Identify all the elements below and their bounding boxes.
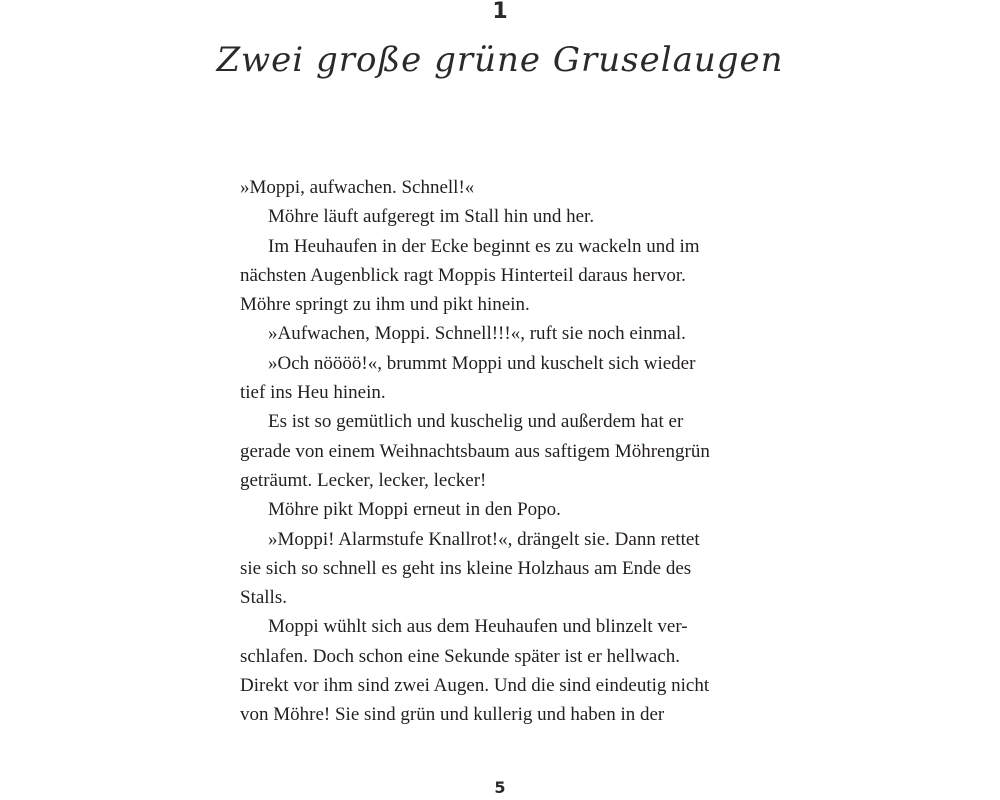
text-line: Möhre pikt Moppi erneut in den Popo. — [268, 499, 561, 521]
text-line: Moppi wühlt sich aus dem Heuhaufen und blinzelt ver- — [268, 616, 688, 638]
text-line: geträumt. Lecker, lecker, lecker! — [240, 469, 487, 491]
text-line: »Moppi, aufwachen. Schnell!« — [240, 177, 475, 198]
text-line: Möhre springt zu ihm und pikt hinein. — [240, 294, 530, 316]
text-line: sie sich so schnell es geht ins kleine Holzhaus am Ende des — [240, 557, 692, 579]
text-line: Stalls. — [240, 587, 287, 609]
chapter-number: 1 — [492, 0, 508, 24]
text-line: »Och nöööö!«, brummt Moppi und kuschelt sich wieder — [268, 352, 696, 374]
page-number: 5 — [494, 778, 506, 797]
text-line: tief ins Heu hinein. — [240, 382, 386, 404]
text-line: Möhre läuft aufgeregt im Stall hin und her. — [268, 206, 595, 228]
body-text — [240, 173, 760, 730]
text-line: »Aufwachen, Moppi. Schnell!!!«, ruft sie noch einmal. — [268, 323, 686, 345]
text-line: nächsten Augenblick ragt Moppis Hinterteil daraus hervor. — [240, 264, 686, 286]
text-line: »Moppi! Alarmstufe Knallrot!«, drängelt sie. Dann rettet — [268, 528, 700, 550]
text-line: Im Heuhaufen in der Ecke beginnt es zu wackeln und im — [268, 235, 700, 257]
text-line: schlafen. Doch schon eine Sekunde später ist er hellwach. — [240, 645, 681, 667]
text-line: Direkt vor ihm sind zwei Augen. Und die sind eindeutig nicht — [240, 675, 710, 697]
text-line: Es ist so gemütlich und kuschelig und außerdem hat er — [268, 411, 684, 433]
chapter-title: Zwei große grüne Gruselaugen — [216, 40, 784, 80]
text-line: von Möhre! Sie sind grün und kullerig und haben in der — [240, 704, 665, 726]
text-line: gerade von einem Weihnachtsbaum aus saftigem Möhrengrün — [240, 440, 710, 462]
